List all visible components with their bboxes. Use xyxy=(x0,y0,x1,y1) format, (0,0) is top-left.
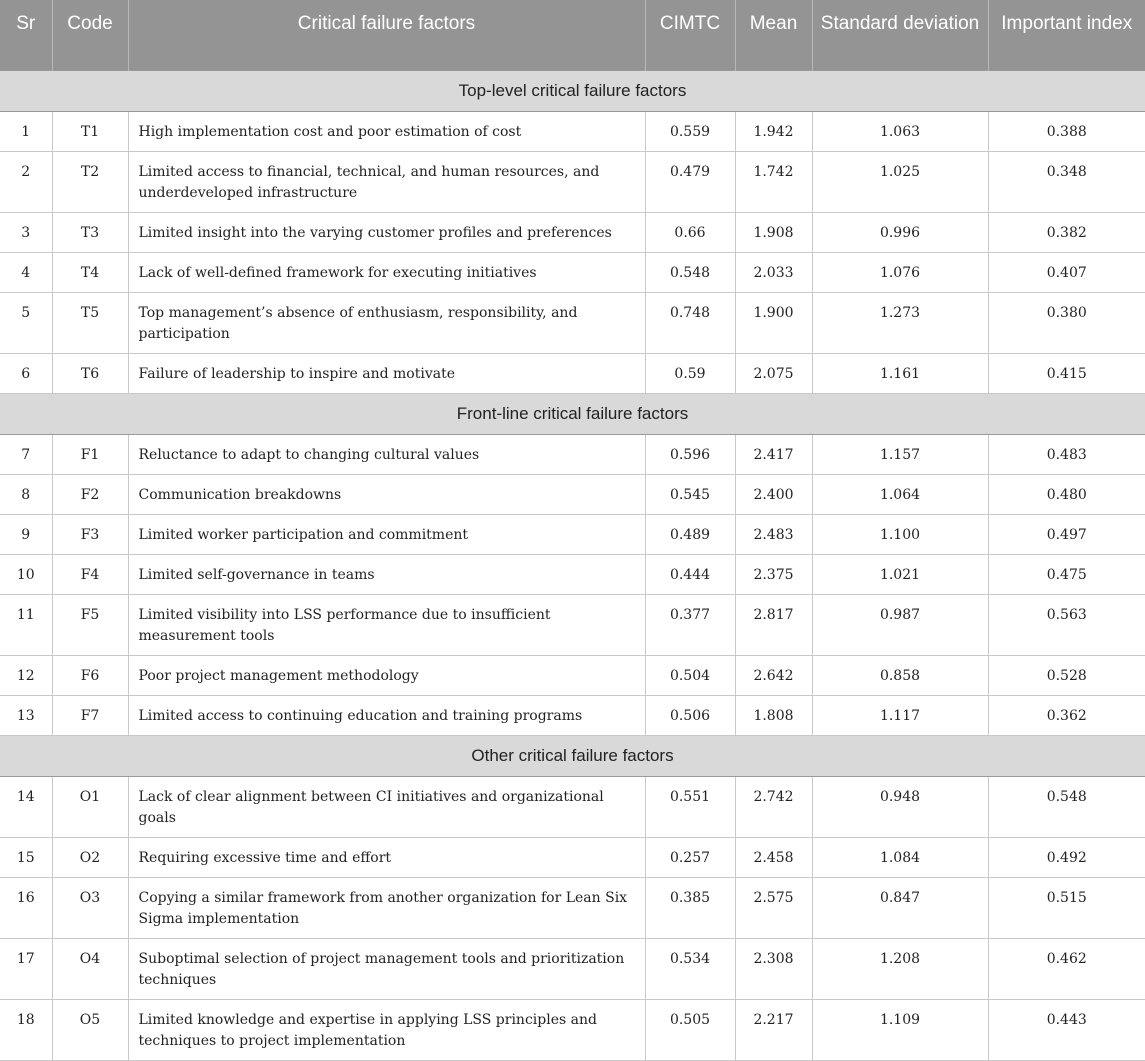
cell-cimtc: 0.66 xyxy=(645,212,735,252)
section-title: Other critical failure factors xyxy=(0,735,1145,776)
cell-cimtc: 0.377 xyxy=(645,594,735,655)
table-body xyxy=(0,70,1145,1060)
cell-mean: 2.458 xyxy=(735,837,812,877)
header-important-index: Important index xyxy=(988,0,1145,70)
cell-cimtc: 0.444 xyxy=(645,554,735,594)
cell-important-index: 0.382 xyxy=(988,212,1145,252)
cell-factor: Failure of leadership to inspire and motivate xyxy=(128,353,645,393)
cell-mean: 2.575 xyxy=(735,877,812,938)
table-row xyxy=(0,292,1145,353)
cell-factor: Communication breakdowns xyxy=(128,474,645,514)
cell-standard-deviation: 0.948 xyxy=(812,776,988,837)
section-title: Front-line critical failure factors xyxy=(0,393,1145,434)
table-row xyxy=(0,252,1145,292)
header-row xyxy=(0,0,1145,70)
cell-cimtc: 0.748 xyxy=(645,292,735,353)
cell-standard-deviation: 0.996 xyxy=(812,212,988,252)
cell-standard-deviation: 1.084 xyxy=(812,837,988,877)
table-row xyxy=(0,837,1145,877)
cell-sr: 16 xyxy=(0,877,52,938)
cell-standard-deviation: 1.025 xyxy=(812,151,988,212)
cell-mean: 1.742 xyxy=(735,151,812,212)
cell-mean: 2.033 xyxy=(735,252,812,292)
cell-cimtc: 0.385 xyxy=(645,877,735,938)
cell-sr: 15 xyxy=(0,837,52,877)
cell-factor: Limited access to continuing education and training programs xyxy=(128,695,645,735)
table-row xyxy=(0,999,1145,1060)
cell-code: F2 xyxy=(52,474,128,514)
cell-cimtc: 0.479 xyxy=(645,151,735,212)
cell-mean: 2.642 xyxy=(735,655,812,695)
cell-important-index: 0.362 xyxy=(988,695,1145,735)
cell-factor: Poor project management methodology xyxy=(128,655,645,695)
table-header xyxy=(0,0,1145,70)
cell-factor: Limited self-governance in teams xyxy=(128,554,645,594)
table-row xyxy=(0,151,1145,212)
cell-standard-deviation: 1.064 xyxy=(812,474,988,514)
cell-mean: 2.075 xyxy=(735,353,812,393)
cell-code: F4 xyxy=(52,554,128,594)
cell-sr: 3 xyxy=(0,212,52,252)
cell-mean: 2.483 xyxy=(735,514,812,554)
cell-code: F1 xyxy=(52,434,128,474)
cell-mean: 2.217 xyxy=(735,999,812,1060)
cell-important-index: 0.475 xyxy=(988,554,1145,594)
section-row xyxy=(0,393,1145,434)
cell-standard-deviation: 0.987 xyxy=(812,594,988,655)
cell-standard-deviation: 1.157 xyxy=(812,434,988,474)
cell-cimtc: 0.559 xyxy=(645,111,735,151)
cell-factor: Limited access to financial, technical, and human resources, and underdeveloped infrastructure xyxy=(128,151,645,212)
cell-code: O5 xyxy=(52,999,128,1060)
cell-sr: 18 xyxy=(0,999,52,1060)
cell-cimtc: 0.504 xyxy=(645,655,735,695)
cell-important-index: 0.548 xyxy=(988,776,1145,837)
section-row xyxy=(0,70,1145,111)
table-row xyxy=(0,212,1145,252)
cell-cimtc: 0.489 xyxy=(645,514,735,554)
cell-important-index: 0.348 xyxy=(988,151,1145,212)
cell-cimtc: 0.257 xyxy=(645,837,735,877)
cell-sr: 4 xyxy=(0,252,52,292)
cell-important-index: 0.483 xyxy=(988,434,1145,474)
table-row xyxy=(0,353,1145,393)
cell-standard-deviation: 1.208 xyxy=(812,938,988,999)
cell-code: O1 xyxy=(52,776,128,837)
header-mean: Mean xyxy=(735,0,812,70)
header-code: Code xyxy=(52,0,128,70)
table-row xyxy=(0,514,1145,554)
cell-standard-deviation: 1.100 xyxy=(812,514,988,554)
table-row xyxy=(0,474,1145,514)
cell-mean: 2.817 xyxy=(735,594,812,655)
cell-factor: Limited knowledge and expertise in applying LSS principles and techniques to project implementation xyxy=(128,999,645,1060)
table-row xyxy=(0,554,1145,594)
cell-code: O4 xyxy=(52,938,128,999)
cell-important-index: 0.528 xyxy=(988,655,1145,695)
header-standard-deviation: Standard deviation xyxy=(812,0,988,70)
cell-important-index: 0.497 xyxy=(988,514,1145,554)
table-row xyxy=(0,938,1145,999)
cell-sr: 2 xyxy=(0,151,52,212)
cell-sr: 12 xyxy=(0,655,52,695)
cell-important-index: 0.388 xyxy=(988,111,1145,151)
cell-standard-deviation: 1.021 xyxy=(812,554,988,594)
cell-sr: 13 xyxy=(0,695,52,735)
cell-sr: 10 xyxy=(0,554,52,594)
cell-sr: 14 xyxy=(0,776,52,837)
cell-factor: Reluctance to adapt to changing cultural values xyxy=(128,434,645,474)
cell-standard-deviation: 1.076 xyxy=(812,252,988,292)
cell-factor: Limited worker participation and commitment xyxy=(128,514,645,554)
cell-mean: 2.375 xyxy=(735,554,812,594)
cell-code: F3 xyxy=(52,514,128,554)
cell-code: F7 xyxy=(52,695,128,735)
cell-sr: 6 xyxy=(0,353,52,393)
cell-sr: 5 xyxy=(0,292,52,353)
cell-important-index: 0.443 xyxy=(988,999,1145,1060)
cell-mean: 1.808 xyxy=(735,695,812,735)
cell-standard-deviation: 1.273 xyxy=(812,292,988,353)
header-sr: Sr xyxy=(0,0,52,70)
cell-important-index: 0.407 xyxy=(988,252,1145,292)
cell-important-index: 0.492 xyxy=(988,837,1145,877)
cell-factor: Top management’s absence of enthusiasm, responsibility, and participation xyxy=(128,292,645,353)
table-row xyxy=(0,655,1145,695)
cell-cimtc: 0.596 xyxy=(645,434,735,474)
cell-cimtc: 0.505 xyxy=(645,999,735,1060)
cell-sr: 9 xyxy=(0,514,52,554)
cell-cimtc: 0.506 xyxy=(645,695,735,735)
cell-standard-deviation: 1.109 xyxy=(812,999,988,1060)
cell-cimtc: 0.59 xyxy=(645,353,735,393)
table-row xyxy=(0,594,1145,655)
cell-code: F5 xyxy=(52,594,128,655)
cell-sr: 17 xyxy=(0,938,52,999)
cell-mean: 2.417 xyxy=(735,434,812,474)
cell-mean: 2.400 xyxy=(735,474,812,514)
cell-mean: 2.742 xyxy=(735,776,812,837)
cell-important-index: 0.480 xyxy=(988,474,1145,514)
section-title: Top-level critical failure factors xyxy=(0,70,1145,111)
cell-standard-deviation: 0.858 xyxy=(812,655,988,695)
cell-cimtc: 0.548 xyxy=(645,252,735,292)
cell-factor: Lack of well-defined framework for executing initiatives xyxy=(128,252,645,292)
cell-code: T4 xyxy=(52,252,128,292)
cell-sr: 1 xyxy=(0,111,52,151)
cell-important-index: 0.415 xyxy=(988,353,1145,393)
cell-factor: Lack of clear alignment between CI initiatives and organizational goals xyxy=(128,776,645,837)
cell-important-index: 0.462 xyxy=(988,938,1145,999)
cell-cimtc: 0.545 xyxy=(645,474,735,514)
cell-sr: 8 xyxy=(0,474,52,514)
cell-standard-deviation: 0.847 xyxy=(812,877,988,938)
table-row xyxy=(0,776,1145,837)
cell-sr: 11 xyxy=(0,594,52,655)
cell-standard-deviation: 1.161 xyxy=(812,353,988,393)
table-row xyxy=(0,877,1145,938)
cell-code: T2 xyxy=(52,151,128,212)
cell-standard-deviation: 1.117 xyxy=(812,695,988,735)
header-critical-failure-factors: Critical failure factors xyxy=(128,0,645,70)
cell-sr: 7 xyxy=(0,434,52,474)
cell-factor: Limited visibility into LSS performance due to insufficient measurement tools xyxy=(128,594,645,655)
table-row xyxy=(0,111,1145,151)
cell-cimtc: 0.534 xyxy=(645,938,735,999)
cell-important-index: 0.563 xyxy=(988,594,1145,655)
cell-code: T5 xyxy=(52,292,128,353)
cell-code: O2 xyxy=(52,837,128,877)
cell-code: T1 xyxy=(52,111,128,151)
cell-code: T6 xyxy=(52,353,128,393)
cell-factor: Requiring excessive time and effort xyxy=(128,837,645,877)
cell-code: T3 xyxy=(52,212,128,252)
section-row xyxy=(0,735,1145,776)
cell-factor: Copying a similar framework from another organization for Lean Six Sigma implementation xyxy=(128,877,645,938)
cell-code: O3 xyxy=(52,877,128,938)
cell-important-index: 0.515 xyxy=(988,877,1145,938)
cell-mean: 2.308 xyxy=(735,938,812,999)
cell-mean: 1.908 xyxy=(735,212,812,252)
cell-mean: 1.900 xyxy=(735,292,812,353)
cell-factor: Suboptimal selection of project management tools and prioritization techniques xyxy=(128,938,645,999)
cell-mean: 1.942 xyxy=(735,111,812,151)
cell-standard-deviation: 1.063 xyxy=(812,111,988,151)
cell-factor: High implementation cost and poor estimation of cost xyxy=(128,111,645,151)
cell-code: F6 xyxy=(52,655,128,695)
cell-important-index: 0.380 xyxy=(988,292,1145,353)
cell-factor: Limited insight into the varying customer profiles and preferences xyxy=(128,212,645,252)
table-row xyxy=(0,695,1145,735)
cell-cimtc: 0.551 xyxy=(645,776,735,837)
header-cimtc: CIMTC xyxy=(645,0,735,70)
table-row xyxy=(0,434,1145,474)
